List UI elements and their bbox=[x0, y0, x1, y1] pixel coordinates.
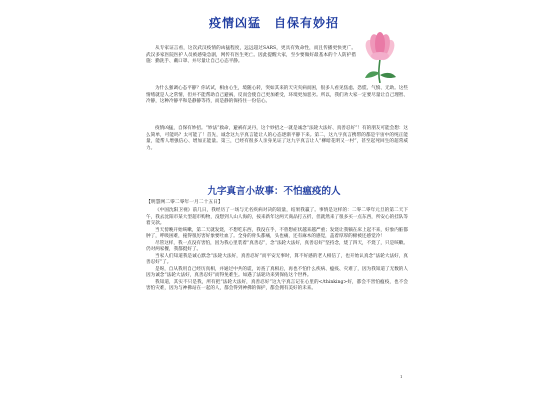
section-title: 九字真言小故事：不怕瘟疫的人 bbox=[207, 186, 341, 197]
intro-paragraph-2: 为什么强调心态平静？你试试，相由心生，境随心转，突如其来的天灾夹病而困，很多人看见焦虑、恐慌、气愤、无助。这些情绪就是人之常情，但并不能帮助自己避祸，反而会使自己更加难受，环境更加恶劣。所以，我们劝大家一定要尽量让自己理智、冷静，这种冷静平和是静静等待，而是静的保持住一份信心。 bbox=[146, 86, 408, 105]
story-paragraph: 《中国沈阳卫视》前几日，我经历了一场与无名疾病对决的较量，结果我赢了。事情是这样的：二零二零年元旦的第二天下午，我去沈阳市某大型超市购物，没想到人山人海的，按来新年这两天商品打五折，但就然来了很多买一点东西，所安心的挂队等着交款。 bbox=[146, 208, 408, 226]
document-page bbox=[138, 0, 410, 400]
story-paragraph: 当家人们知道我是诚心默念“法轮大法好，真善忍好”而平安无事时，算不好感的老人相信了，也开始认真念“法轮大法好，真善忍好”了。 bbox=[146, 253, 408, 265]
page-number: 1 bbox=[400, 374, 403, 379]
story-paragraph: 是呀，自从我用自己经历真相，并通过中共的谎，访查了真相后，再也不怕什么疾病、瘟疫、灾难了，因为我知道了无数的人因为诚念“法轮大法好，真善忍好”而得免难生。如遇了法轮功来到保佑这个世界。 bbox=[146, 266, 408, 278]
story-paragraph: 我知道，其实不只是我，所有把“法轮大法好，真善忍好”这九字真言记在心里的</thinking>好，都会不害怕瘟疫，也不会害怕灾难，因为与神佛站在一起的人，都会得到神佛的保护，都会拥有美好的未来。 bbox=[146, 279, 408, 291]
story-paragraph: 当天傍晚开始咳嗽，第二天就发烧，不想吃东西，我没在乎，不曾想症状越来越严重；发烧让我躺在床上起不来，好象内脏都肿了，呼吸困难，拖得很厉害好象要吐血了。全身的骨头都痛，头也痛，还有麻木的感觉，盖着厚厚的棉被还感觉冷！ bbox=[146, 227, 408, 239]
story-body bbox=[146, 208, 408, 293]
page-title: 疫情凶猛 自保有妙招 bbox=[208, 16, 339, 30]
intro-paragraph-3: 疫情凶猛，自保有妙招。“妙法”救命，避祸有灵丹，这个妙招之一就是诚念“法轮大法好、真善忍好”！有的朋友可能会想：这么简单，可能吗？太可能了！首先，诚念这九字真言能让人的心态逐渐平静下来。第二，这九字真言携带的都是宇宙中的纯正能量，能帮人增强信心、增加正能量。第三，已经有很多人亲身见证了这九字真言让人“柳暗花明又一村”，甚至起死回生的超常威力。 bbox=[146, 126, 408, 151]
intro-paragraph-1: 从专家证言看，这次武汉疫情的凶猛程度，远远超过SARS，更具有致命性，而且传播更快更广。武汉多家医院医护人员被感染急剧，网传有医生死亡。因此提醒大家，至少要做好最基本的个人防护措施：勤洗手、戴口罩、并尽量让自己心态平静。 bbox=[146, 46, 356, 65]
lotus-flower-photo bbox=[359, 29, 401, 83]
story-paragraph: 尽管这样，我一点没有害怕，因为我心里装着“真善忍”，念“法轮大法好，真善忍好”坚持念，烧了四天，不烧了，只是咳嗽。仍对两家餐，我都挺好了。 bbox=[146, 240, 408, 252]
source-line: 【明慧网二零二零年一月二十五日】 bbox=[146, 200, 223, 205]
